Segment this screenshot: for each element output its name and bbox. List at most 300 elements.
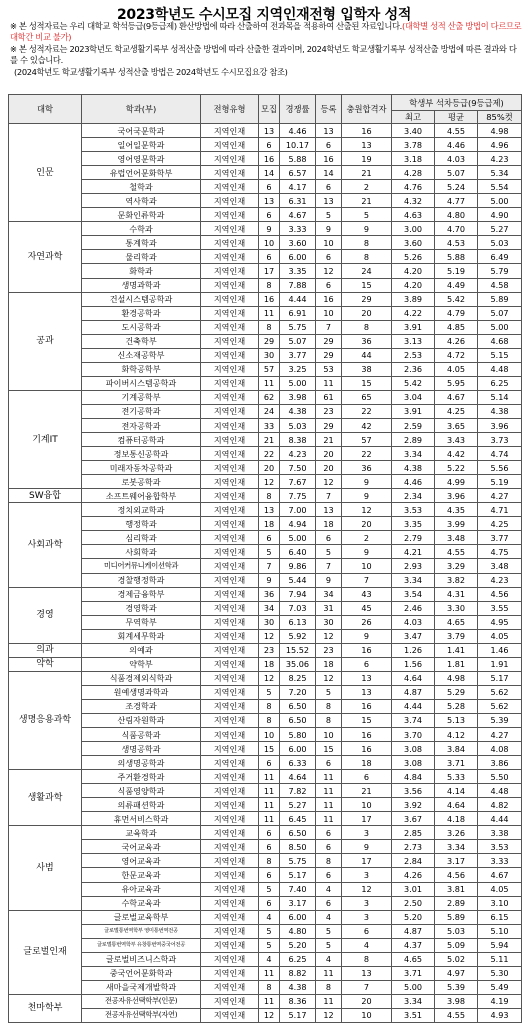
- cell-univ: 경영: [9, 587, 82, 643]
- cell-p85: 4.98: [478, 124, 522, 138]
- cell-reg: 8: [316, 854, 342, 868]
- cell-quota: 6: [259, 896, 280, 910]
- table-row: [9, 152, 522, 166]
- cell-min: 4.84: [392, 770, 435, 784]
- header-p85: 85%컷: [478, 111, 522, 124]
- cell-p85: 4.44: [478, 812, 522, 826]
- cell-quota: 14: [259, 166, 280, 180]
- cell-avg: 3.96: [435, 489, 478, 503]
- cell-avg: 5.95: [435, 376, 478, 390]
- cell-reg: 23: [316, 643, 342, 657]
- cell-min: 5.00: [392, 980, 435, 994]
- cell-type: 지역인재: [201, 166, 259, 180]
- cell-dept: 문화인류학과: [82, 208, 201, 222]
- table-row: [9, 756, 522, 770]
- cell-add: 3: [342, 910, 392, 924]
- cell-p85: 3.33: [478, 854, 522, 868]
- table-row: [9, 390, 522, 404]
- cell-dept: 미래자동차공학과: [82, 461, 201, 475]
- cell-add: 16: [342, 124, 392, 138]
- cell-min: 4.32: [392, 194, 435, 208]
- cell-min: 3.92: [392, 798, 435, 812]
- cell-quota: 13: [259, 194, 280, 208]
- cell-quota: 6: [259, 208, 280, 222]
- cell-min: 3.91: [392, 320, 435, 334]
- cell-add: 21: [342, 166, 392, 180]
- cell-avg: 3.29: [435, 559, 478, 573]
- cell-reg: 6: [316, 826, 342, 840]
- cell-reg: 11: [316, 994, 342, 1008]
- cell-p85: 5.17: [478, 671, 522, 685]
- table-row: [9, 812, 522, 826]
- cell-reg: 12: [316, 264, 342, 278]
- cell-p85: 4.48: [478, 362, 522, 376]
- cell-reg: 11: [316, 812, 342, 826]
- cell-dept: 영어영문학과: [82, 152, 201, 166]
- notes-block: [10, 21, 522, 78]
- cell-avg: 4.46: [435, 138, 478, 152]
- cell-type: 지역인재: [201, 643, 259, 657]
- cell-p85: 4.19: [478, 994, 522, 1008]
- cell-p85: 3.10: [478, 896, 522, 910]
- table-header: [9, 95, 522, 124]
- cell-type: 지역인재: [201, 826, 259, 840]
- cell-p85: 4.27: [478, 489, 522, 503]
- table-row: [9, 601, 522, 615]
- cell-avg: 3.84: [435, 742, 478, 756]
- cell-dept: 유아교육과: [82, 882, 201, 896]
- table-row: [9, 994, 522, 1008]
- cell-avg: 1.41: [435, 643, 478, 657]
- cell-quota: 22: [259, 447, 280, 461]
- table-row: [9, 826, 522, 840]
- cell-min: 4.22: [392, 306, 435, 320]
- cell-reg: 18: [316, 657, 342, 671]
- cell-quota: 5: [259, 882, 280, 896]
- cell-dept: 유럽언어문화학부: [82, 166, 201, 180]
- cell-quota: 11: [259, 966, 280, 980]
- cell-dept: 식품경제외식학과: [82, 671, 201, 685]
- cell-min: 4.64: [392, 671, 435, 685]
- cell-p85: 4.71: [478, 503, 522, 517]
- note-2: [10, 44, 522, 67]
- cell-type: 지역인재: [201, 657, 259, 671]
- cell-add: 36: [342, 334, 392, 348]
- cell-avg: 3.34: [435, 840, 478, 854]
- cell-reg: 12: [316, 1008, 342, 1022]
- cell-type: 지역인재: [201, 713, 259, 727]
- cell-type: 지역인재: [201, 404, 259, 418]
- table-row: [9, 573, 522, 587]
- cell-add: 3: [342, 826, 392, 840]
- cell-min: 3.56: [392, 784, 435, 798]
- cell-type: 지역인재: [201, 264, 259, 278]
- cell-dept: 영어교육과: [82, 854, 201, 868]
- cell-type: 지역인재: [201, 461, 259, 475]
- cell-rate: 5.00: [280, 531, 316, 545]
- cell-type: 지역인재: [201, 756, 259, 770]
- cell-univ: 사범: [9, 826, 82, 910]
- cell-p85: 4.23: [478, 573, 522, 587]
- cell-avg: 4.65: [435, 615, 478, 629]
- cell-add: 9: [342, 475, 392, 489]
- cell-quota: 12: [259, 671, 280, 685]
- cell-avg: 5.29: [435, 685, 478, 699]
- note-2-text: ※ 본 성적자료는 2023학년도 학교생활기록부 성적산출 방법에 따라 산출한 결과이며, 2024학년도 학교생활기록부 성적산출 방법에 따른 결과와 다를 수 있습니다.: [10, 43, 517, 66]
- cell-rate: 5.07: [280, 334, 316, 348]
- cell-avg: 5.89: [435, 910, 478, 924]
- header-min: 최고: [392, 111, 435, 124]
- cell-p85: 4.58: [478, 278, 522, 292]
- cell-rate: 6.50: [280, 713, 316, 727]
- cell-avg: 5.03: [435, 924, 478, 938]
- cell-add: 10: [342, 1008, 392, 1022]
- cell-min: 4.65: [392, 952, 435, 966]
- cell-reg: 11: [316, 966, 342, 980]
- cell-add: 3: [342, 868, 392, 882]
- cell-reg: 6: [316, 868, 342, 882]
- table-row: [9, 559, 522, 573]
- table-row: [9, 418, 522, 432]
- cell-reg: 4: [316, 952, 342, 966]
- cell-reg: 4: [316, 882, 342, 896]
- cell-quota: 7: [259, 559, 280, 573]
- cell-type: 지역인재: [201, 952, 259, 966]
- cell-dept: 역사학과: [82, 194, 201, 208]
- cell-type: 지역인재: [201, 770, 259, 784]
- cell-dept: 생명공학과: [82, 742, 201, 756]
- cell-rate: 6.25: [280, 952, 316, 966]
- cell-min: 3.00: [392, 222, 435, 236]
- table-row: [9, 952, 522, 966]
- cell-avg: 3.71: [435, 756, 478, 770]
- cell-rate: 9.86: [280, 559, 316, 573]
- cell-add: 21: [342, 194, 392, 208]
- cell-p85: 4.90: [478, 208, 522, 222]
- cell-min: 5.26: [392, 250, 435, 264]
- cell-avg: 4.64: [435, 798, 478, 812]
- header-reg: 등록: [316, 95, 342, 124]
- cell-add: 18: [342, 756, 392, 770]
- cell-quota: 8: [259, 489, 280, 503]
- cell-dept: 화학과: [82, 264, 201, 278]
- cell-avg: 4.12: [435, 728, 478, 742]
- cell-dept: 일어일문학과: [82, 138, 201, 152]
- cell-add: 44: [342, 348, 392, 362]
- cell-add: 43: [342, 587, 392, 601]
- cell-p85: 3.48: [478, 559, 522, 573]
- cell-quota: 8: [259, 278, 280, 292]
- table-row: [9, 699, 522, 713]
- cell-type: 지역인재: [201, 601, 259, 615]
- cell-quota: 12: [259, 629, 280, 643]
- cell-p85: 4.27: [478, 728, 522, 742]
- cell-dept: 미디어커뮤니케이션학과: [82, 559, 201, 573]
- cell-avg: 1.81: [435, 657, 478, 671]
- cell-quota: 5: [259, 545, 280, 559]
- cell-p85: 5.34: [478, 166, 522, 180]
- header-add: 충원합격자: [342, 95, 392, 124]
- cell-add: 9: [342, 840, 392, 854]
- cell-dept: 정보통신공학과: [82, 447, 201, 461]
- cell-type: 지역인재: [201, 671, 259, 685]
- cell-univ: 사회과학: [9, 503, 82, 587]
- cell-type: 지역인재: [201, 840, 259, 854]
- cell-min: 2.59: [392, 418, 435, 432]
- cell-min: 2.93: [392, 559, 435, 573]
- cell-quota: 6: [259, 840, 280, 854]
- cell-dept: 로봇공학과: [82, 475, 201, 489]
- cell-reg: 5: [316, 924, 342, 938]
- cell-type: 지역인재: [201, 475, 259, 489]
- cell-type: 지역인재: [201, 587, 259, 601]
- cell-rate: 6.00: [280, 250, 316, 264]
- cell-dept: 철학과: [82, 180, 201, 194]
- cell-add: 13: [342, 685, 392, 699]
- cell-type: 지역인재: [201, 152, 259, 166]
- table-row: [9, 938, 522, 952]
- cell-rate: 7.82: [280, 784, 316, 798]
- cell-reg: 31: [316, 601, 342, 615]
- cell-p85: 3.53: [478, 840, 522, 854]
- cell-p85: 4.82: [478, 798, 522, 812]
- cell-p85: 3.77: [478, 531, 522, 545]
- cell-rate: 5.20: [280, 938, 316, 952]
- cell-rate: 6.00: [280, 742, 316, 756]
- cell-dept: 의생명공학과: [82, 756, 201, 770]
- cell-rate: 6.33: [280, 756, 316, 770]
- cell-quota: 11: [259, 784, 280, 798]
- cell-type: 지역인재: [201, 489, 259, 503]
- cell-p85: 5.27: [478, 222, 522, 236]
- cell-p85: 4.05: [478, 882, 522, 896]
- cell-avg: 4.67: [435, 390, 478, 404]
- table-row: [9, 166, 522, 180]
- cell-rate: 8.38: [280, 433, 316, 447]
- cell-quota: 6: [259, 756, 280, 770]
- cell-add: 65: [342, 390, 392, 404]
- cell-avg: 4.56: [435, 868, 478, 882]
- cell-min: 4.20: [392, 278, 435, 292]
- cell-quota: 5: [259, 685, 280, 699]
- cell-type: 지역인재: [201, 868, 259, 882]
- cell-reg: 11: [316, 376, 342, 390]
- cell-rate: 7.00: [280, 503, 316, 517]
- cell-quota: 6: [259, 250, 280, 264]
- cell-reg: 6: [316, 531, 342, 545]
- cell-p85: 4.25: [478, 517, 522, 531]
- cell-p85: 5.19: [478, 475, 522, 489]
- cell-add: 24: [342, 264, 392, 278]
- cell-avg: 4.80: [435, 208, 478, 222]
- cell-rate: 4.94: [280, 517, 316, 531]
- cell-p85: 5.30: [478, 966, 522, 980]
- cell-type: 지역인재: [201, 854, 259, 868]
- cell-reg: 10: [316, 236, 342, 250]
- cell-type: 지역인재: [201, 798, 259, 812]
- cell-type: 지역인재: [201, 615, 259, 629]
- table-row: [9, 376, 522, 390]
- cell-add: 16: [342, 643, 392, 657]
- cell-p85: 5.56: [478, 461, 522, 475]
- cell-rate: 5.17: [280, 1008, 316, 1022]
- cell-avg: 4.55: [435, 1008, 478, 1022]
- cell-dept: 회계세무학과: [82, 629, 201, 643]
- cell-min: 4.87: [392, 685, 435, 699]
- cell-min: 2.36: [392, 362, 435, 376]
- cell-min: 3.40: [392, 124, 435, 138]
- cell-min: 3.67: [392, 812, 435, 826]
- cell-avg: 3.79: [435, 629, 478, 643]
- cell-type: 지역인재: [201, 882, 259, 896]
- cell-min: 4.44: [392, 699, 435, 713]
- cell-dept: 경영학과: [82, 601, 201, 615]
- cell-reg: 12: [316, 629, 342, 643]
- cell-type: 지역인재: [201, 447, 259, 461]
- cell-p85: 4.93: [478, 1008, 522, 1022]
- cell-p85: 5.15: [478, 348, 522, 362]
- cell-rate: 3.60: [280, 236, 316, 250]
- cell-p85: 6.49: [478, 250, 522, 264]
- cell-reg: 15: [316, 742, 342, 756]
- cell-min: 4.46: [392, 475, 435, 489]
- table-row: [9, 292, 522, 306]
- cell-p85: 5.10: [478, 924, 522, 938]
- cell-quota: 11: [259, 306, 280, 320]
- cell-avg: 4.55: [435, 124, 478, 138]
- cell-p85: 3.38: [478, 826, 522, 840]
- cell-dept: 국어국문학과: [82, 124, 201, 138]
- cell-avg: 4.98: [435, 671, 478, 685]
- cell-min: 2.53: [392, 348, 435, 362]
- cell-reg: 21: [316, 433, 342, 447]
- cell-p85: 4.95: [478, 615, 522, 629]
- cell-type: 지역인재: [201, 376, 259, 390]
- cell-univ: 천마학부: [9, 994, 82, 1022]
- cell-add: 9: [342, 545, 392, 559]
- cell-quota: 8: [259, 320, 280, 334]
- admission-table: [8, 94, 522, 1023]
- cell-p85: 3.96: [478, 418, 522, 432]
- cell-type: 지역인재: [201, 685, 259, 699]
- cell-dept: 식품공학과: [82, 728, 201, 742]
- cell-rate: 8.50: [280, 840, 316, 854]
- cell-rate: 7.20: [280, 685, 316, 699]
- cell-dept: 전기공학과: [82, 404, 201, 418]
- cell-avg: 4.79: [435, 306, 478, 320]
- cell-rate: 8.82: [280, 966, 316, 980]
- cell-quota: 24: [259, 404, 280, 418]
- cell-min: 2.85: [392, 826, 435, 840]
- cell-p85: 5.49: [478, 980, 522, 994]
- cell-quota: 6: [259, 180, 280, 194]
- cell-add: 13: [342, 671, 392, 685]
- table-row: [9, 770, 522, 784]
- cell-type: 지역인재: [201, 503, 259, 517]
- cell-rate: 4.80: [280, 924, 316, 938]
- cell-quota: 18: [259, 657, 280, 671]
- cell-reg: 20: [316, 447, 342, 461]
- cell-min: 3.60: [392, 236, 435, 250]
- cell-min: 2.46: [392, 601, 435, 615]
- cell-quota: 9: [259, 222, 280, 236]
- cell-dept: 전자공학과: [82, 418, 201, 432]
- cell-min: 4.28: [392, 166, 435, 180]
- cell-p85: 4.08: [478, 742, 522, 756]
- cell-dept: 경찰행정학과: [82, 573, 201, 587]
- cell-add: 8: [342, 236, 392, 250]
- table-row: [9, 278, 522, 292]
- cell-reg: 16: [316, 292, 342, 306]
- cell-p85: 1.46: [478, 643, 522, 657]
- cell-quota: 6: [259, 868, 280, 882]
- cell-min: 3.51: [392, 1008, 435, 1022]
- cell-reg: 23: [316, 404, 342, 418]
- cell-rate: 6.50: [280, 699, 316, 713]
- cell-quota: 29: [259, 334, 280, 348]
- cell-dept: 식품영양학과: [82, 784, 201, 798]
- cell-type: 지역인재: [201, 320, 259, 334]
- cell-p85: 5.50: [478, 770, 522, 784]
- cell-quota: 12: [259, 475, 280, 489]
- table-row: [9, 924, 522, 938]
- cell-type: 지역인재: [201, 896, 259, 910]
- cell-rate: 5.88: [280, 152, 316, 166]
- cell-reg: 5: [316, 685, 342, 699]
- cell-avg: 4.85: [435, 320, 478, 334]
- cell-rate: 3.17: [280, 896, 316, 910]
- cell-add: 6: [342, 657, 392, 671]
- note-1-warning: (대학별 성적 산출 방법이 다르므로 대학간 비교 불가): [10, 21, 522, 43]
- cell-quota: 23: [259, 643, 280, 657]
- cell-type: 지역인재: [201, 966, 259, 980]
- cell-reg: 29: [316, 334, 342, 348]
- table-row: [9, 503, 522, 517]
- cell-reg: 61: [316, 390, 342, 404]
- cell-type: 지역인재: [201, 418, 259, 432]
- table-row: [9, 461, 522, 475]
- table-row: [9, 475, 522, 489]
- cell-avg: 5.42: [435, 292, 478, 306]
- cell-reg: 5: [316, 545, 342, 559]
- cell-avg: 4.70: [435, 222, 478, 236]
- cell-add: 15: [342, 376, 392, 390]
- cell-min: 2.79: [392, 531, 435, 545]
- cell-min: 3.53: [392, 503, 435, 517]
- cell-reg: 11: [316, 784, 342, 798]
- cell-quota: 20: [259, 461, 280, 475]
- cell-avg: 4.35: [435, 503, 478, 517]
- cell-reg: 9: [316, 573, 342, 587]
- cell-reg: 5: [316, 208, 342, 222]
- cell-avg: 3.65: [435, 418, 478, 432]
- cell-dept: 의예과: [82, 643, 201, 657]
- cell-quota: 18: [259, 517, 280, 531]
- cell-min: 2.89: [392, 433, 435, 447]
- cell-p85: 4.75: [478, 545, 522, 559]
- table-row: [9, 840, 522, 854]
- cell-min: 2.34: [392, 489, 435, 503]
- cell-dept: 글로벌교육학부: [82, 910, 201, 924]
- cell-p85: 5.07: [478, 306, 522, 320]
- cell-add: 15: [342, 278, 392, 292]
- cell-rate: 7.75: [280, 489, 316, 503]
- cell-rate: 5.03: [280, 418, 316, 432]
- cell-quota: 8: [259, 854, 280, 868]
- cell-add: 15: [342, 713, 392, 727]
- cell-rate: 7.40: [280, 882, 316, 896]
- cell-avg: 4.14: [435, 784, 478, 798]
